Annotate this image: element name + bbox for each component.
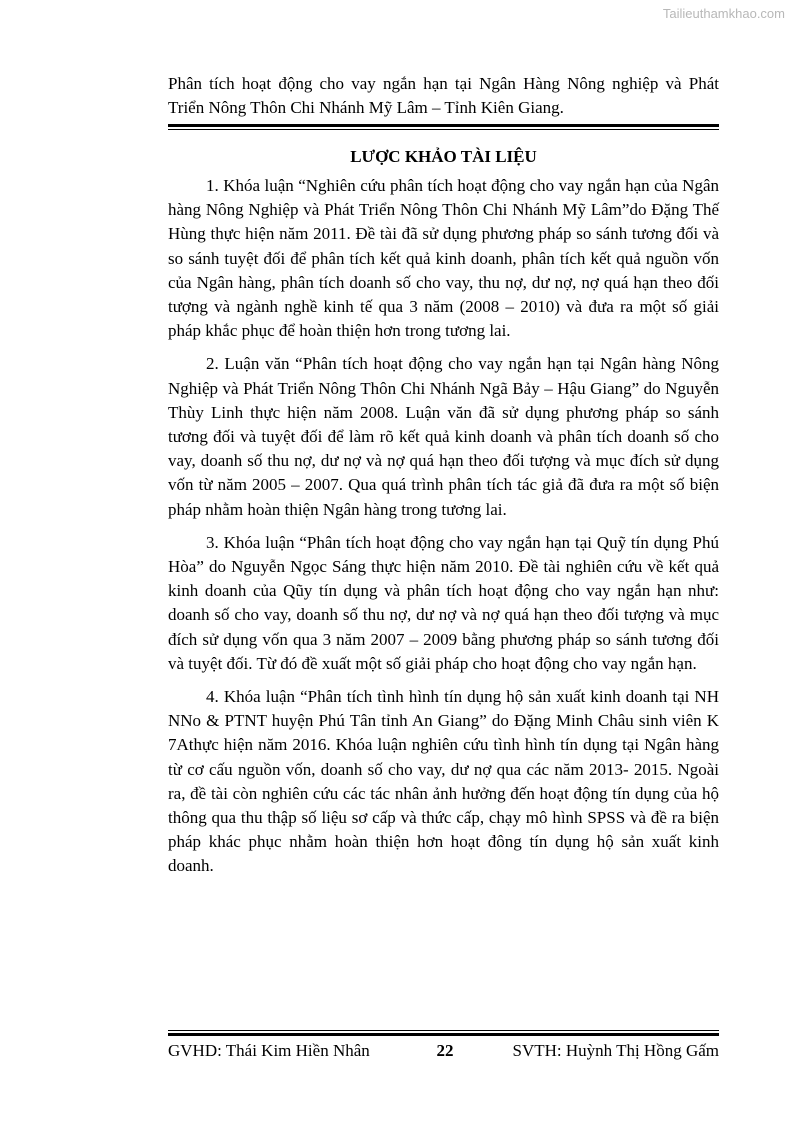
- paragraph-3: 3. Khóa luận “Phân tích hoạt động cho vay ngắn hạn tại Quỹ tín dụng Phú Hòa” do Nguyễn Ngọc Sáng thực hiện năm 2010. Đề tài nghiên cứu về kết quả kinh doanh của Qũy tín dụng và phân tích hoạt động cho vay ngắn hạn như: doanh số cho vay, doanh số thu nợ, dư nợ và nợ quá hạn theo đối tượng và mục đích sử dụng vốn qua 3 năm 2007 – 2009 bằng phương pháp so sánh tương đối và tuyệt đối. Từ đó đề xuất một số giải pháp cho hoạt động cho vay ngắn hạn.: [168, 532, 719, 673]
- footer-student: SVTH: Huỳnh Thị Hồng Gấm: [512, 1041, 719, 1060]
- paragraph-4: 4. Khóa luận “Phân tích tình hình tín dụng hộ sản xuất kinh doanh tại NH NNo & PTNT huyện Phú Tân tỉnh An Giang” do Đặng Minh Châu sinh viên K 7Athực hiện năm 2016. Khóa luận nghiên cứu tình hình tín dụng tại Ngân hàng từ cơ cấu nguồn vốn, doanh số cho vay, dư nợ qua các năm 2013- 2015. Ngoài ra, đề tài còn nghiên cứu các tác nhân ảnh hưởng đến hoạt động tín dụng của hộ thông qua thu thập số liệu sơ cấp và thức cấp, chạy mô hình SPSS và đề ra biện pháp khác phục nhằm hoàn thiện hơn hoạt đông tín dụng hộ sản xuất kinh doanh.: [168, 687, 719, 876]
- header-rule-thick: [168, 124, 719, 127]
- paragraph-2: 2. Luận văn “Phân tích hoạt động cho vay ngắn hạn tại Ngân hàng Nông Nghiệp và Phát Triển Nông Thôn Chi Nhánh Ngã Bảy – Hậu Giang” do Nguyễn Thùy Linh thực hiện năm 2008. Luận văn đã sử dụng phương pháp so sánh tương đối và tuyệt đối để làm rõ kết quả kinh doanh và phân tích doanh số cho vay, doanh số thu nợ, dư nợ và nợ quá hạn theo đối tượng và mục đích sử dụng vốn từ năm 2005 – 2007. Qua quá trình phân tích tác giả đã đưa ra một số biện pháp nhằm hoàn thiện Ngân hàng trong tương lai.: [168, 354, 719, 519]
- section-title: LƯỢC KHẢO TÀI LIỆU: [350, 147, 537, 166]
- footer-rule-thick: [168, 1033, 719, 1036]
- watermark-text: Tailieuthamkhao.com: [662, 6, 785, 21]
- page-header: [168, 72, 719, 120]
- footer-advisor: GVHD: Thái Kim Hiền Nhân: [168, 1041, 370, 1060]
- footer-rule-thin: [168, 1030, 719, 1031]
- document-body: [168, 174, 719, 888]
- header-line-1: Phân tích hoạt động cho vay ngắn hạn tại Ngân Hàng Nông nghiệp và Phát: [168, 74, 719, 93]
- paragraph-1: 1. Khóa luận “Nghiên cứu phân tích hoạt động cho vay ngắn hạn của Ngân hàng Nông Nghiệp và Phát Triển Nông Thôn Chi Nhánh Mỹ Lâm”do Đặng Thế Hùng thực hiện năm 2011. Đề tài đã sử dụng phương pháp so sánh tương đối và so sánh tuyệt đối để phân tích kết quả kinh doanh, phân tích kết quả nguồn vốn của Ngân hàng, phân tích doanh số cho vay, thu nợ, dư nợ, nợ quá hạn theo đối tượng và ngành nghề kinh tế qua 3 năm (2008 – 2010) và đưa ra một số giải pháp khắc phục để hoàn thiện hơn trong tương lai.: [168, 176, 719, 341]
- page-number: 22: [436, 1041, 454, 1060]
- header-rule-thin: [168, 129, 719, 130]
- header-line-2: Triển Nông Thôn Chi Nhánh Mỹ Lâm – Tỉnh Kiên Giang.: [168, 98, 564, 117]
